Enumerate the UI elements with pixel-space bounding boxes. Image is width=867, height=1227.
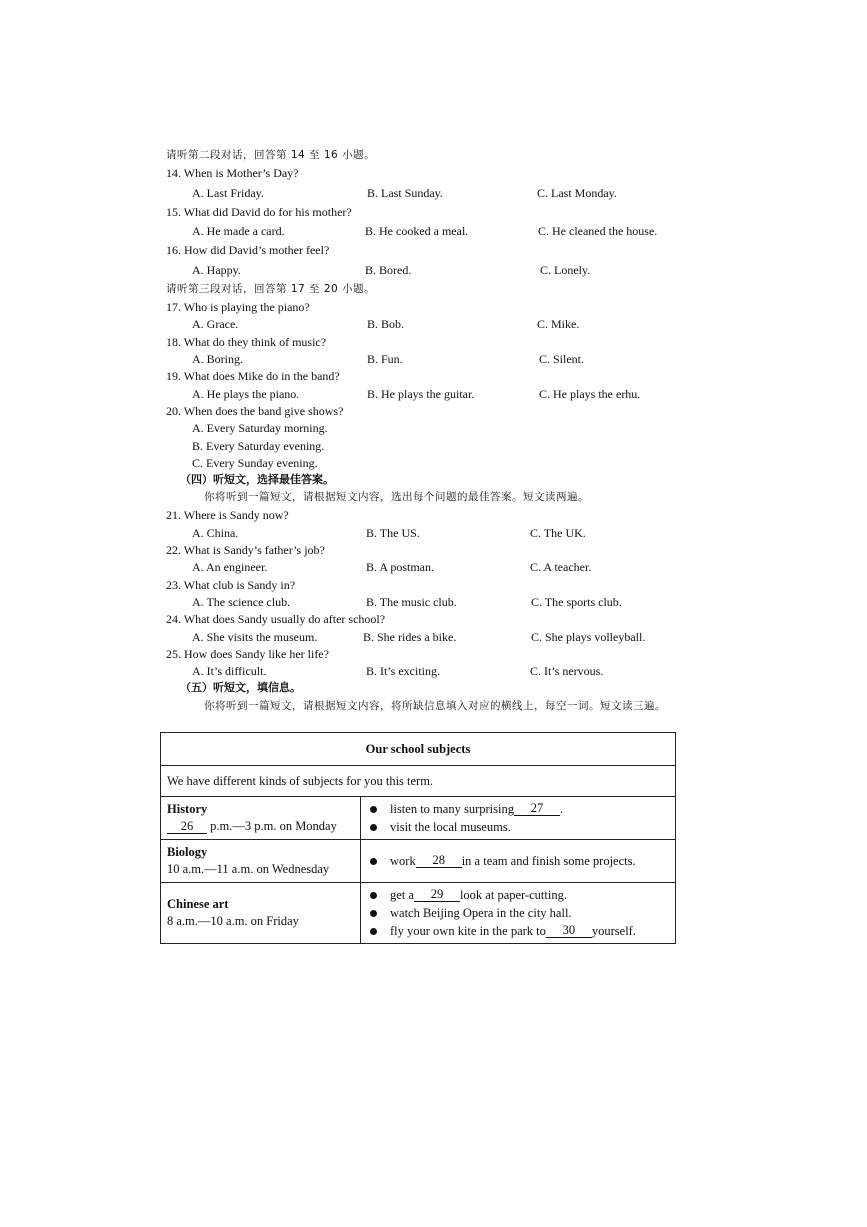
q20-option-c: C. Every Sunday evening. (192, 456, 318, 470)
subject-name-history: History (167, 802, 208, 816)
biology-cell (161, 840, 361, 883)
blank-28[interactable]: 28 (416, 854, 462, 868)
question-15: 15. What did David do for his mother? (166, 205, 352, 219)
history-bullet-2 (367, 818, 669, 836)
question-14: 14. When is Mother’s Day? (166, 166, 299, 180)
q19-option-a: A. He plays the piano. (192, 387, 300, 401)
q21-option-c: C. The UK. (530, 526, 586, 540)
history-bullet-1 (367, 800, 669, 818)
history-cell (161, 797, 361, 840)
q23-option-a: A. The science club. (192, 595, 291, 609)
q23-option-b: B. The music club. (366, 595, 457, 609)
history-b2-text: visit the local museums. (390, 820, 511, 834)
blank-30[interactable]: 30 (546, 924, 592, 938)
part3-instruction: 请听第三段对话，回答第 17 至 20 小题。 (166, 283, 376, 295)
biology-b1-text: work (390, 854, 416, 868)
q22-option-a: A. An engineer. (192, 560, 268, 574)
table-row-history (161, 797, 676, 840)
table-row-chinese-art (161, 883, 676, 944)
biology-time: 10 a.m.—11 a.m. on Wednesday (167, 862, 330, 876)
question-20: 20. When does the band give shows? (166, 404, 344, 418)
bullet-icon (370, 928, 377, 935)
table-row-biology (161, 840, 676, 883)
bullet-icon (370, 892, 377, 899)
history-b1-text: listen to many surprising (390, 802, 514, 816)
blank-26[interactable]: 26 (167, 820, 207, 834)
subject-name-biology: Biology (167, 845, 208, 859)
q15-option-b: B. He cooked a meal. (365, 224, 469, 238)
question-24: 24. What does Sandy usually do after school? (166, 612, 386, 626)
q18-option-c: C. Silent. (539, 352, 585, 366)
q22-option-c: C. A teacher. (530, 560, 592, 574)
question-25: 25. How does Sandy like her life? (166, 647, 329, 661)
chinese-art-bullet-3 (367, 922, 669, 940)
history-time (167, 819, 354, 834)
bullet-icon (370, 910, 377, 917)
q16-option-a: A. Happy. (192, 263, 241, 277)
subject-name-chinese-art: Chinese art (167, 897, 229, 911)
bullet-icon (370, 858, 377, 865)
chinese-art-b3-end: yourself. (591, 924, 636, 938)
chinese-art-time: 8 a.m.—10 a.m. on Friday (167, 914, 299, 928)
biology-bullet-1 (367, 852, 669, 870)
chinese-art-b1-end: look at paper-cutting. (459, 888, 567, 902)
q21-option-b: B. The US. (366, 526, 420, 540)
q20-option-a: A. Every Saturday morning. (192, 421, 328, 435)
question-19: 19. What does Mike do in the band? (166, 369, 340, 383)
history-b1-end: . (559, 802, 564, 816)
blank-27[interactable]: 27 (514, 802, 560, 816)
q24-option-a: A. She visits the museum. (192, 630, 318, 644)
question-23: 23. What club is Sandy in? (166, 578, 296, 592)
q17-option-c: C. Mike. (537, 317, 580, 331)
q21-option-a: A. China. (192, 526, 239, 540)
q19-option-c: C. He plays the erhu. (539, 387, 641, 401)
chinese-art-activities (361, 883, 676, 944)
q25-option-a: A. It’s difficult. (192, 664, 267, 678)
subjects-table (160, 732, 676, 944)
part2-instruction: 请听第二段对话，回答第 14 至 16 小题。 (166, 149, 376, 161)
q22-option-b: B. A postman. (366, 560, 435, 574)
q19-option-b: B. He plays the guitar. (367, 387, 475, 401)
chinese-art-cell (161, 883, 361, 944)
q16-option-c: C. Lonely. (540, 263, 591, 277)
biology-b1-end: in a team and finish some projects. (461, 854, 636, 868)
q25-option-b: B. It’s exciting. (366, 664, 440, 678)
q18-option-a: A. Boring. (192, 352, 243, 366)
history-activities (361, 797, 676, 840)
table-intro: We have different kinds of subjects for you this term. (161, 766, 676, 797)
chinese-art-b2-text: watch Beijing Opera in the city hall. (390, 906, 572, 920)
chinese-art-bullet-1 (367, 886, 669, 904)
question-21: 21. Where is Sandy now? (166, 508, 289, 522)
chinese-art-bullet-2 (367, 904, 669, 922)
section-5-heading: （五）听短文，填信息。 (180, 681, 301, 694)
q15-option-c: C. He cleaned the house. (538, 224, 658, 238)
q18-option-b: B. Fun. (367, 352, 403, 366)
q20-option-b: B. Every Saturday evening. (192, 439, 325, 453)
q14-option-b: B. Last Sunday. (367, 186, 443, 200)
blank-29[interactable]: 29 (414, 888, 460, 902)
history-time-rest: p.m.—3 p.m. on Monday (210, 819, 337, 833)
q24-option-b: B. She rides a bike. (363, 630, 457, 644)
bullet-icon (370, 806, 377, 813)
q15-option-a: A. He made a card. (192, 224, 285, 238)
question-18: 18. What do they think of music? (166, 335, 327, 349)
section-4-instruction: 你将听到一篇短文，请根据短文内容，选出每个问题的最佳答案。短文读两遍。 (204, 491, 589, 503)
section-4-heading: （四）听短文，选择最佳答案。 (180, 473, 334, 486)
section-5-instruction: 你将听到一篇短文，请根据短文内容，将所缺信息填入对应的横线上，每空一词。短文读三遍。 (204, 700, 666, 712)
table-title: Our school subjects (161, 733, 676, 766)
question-17: 17. Who is playing the piano? (166, 300, 310, 314)
bullet-icon (370, 824, 377, 831)
q24-option-c: C. She plays volleyball. (531, 630, 646, 644)
q16-option-b: B. Bored. (365, 263, 412, 277)
q25-option-c: C. It’s nervous. (530, 664, 604, 678)
q17-option-a: A. Grace. (192, 317, 239, 331)
chinese-art-b3-text: fly your own kite in the park to (390, 924, 546, 938)
question-16: 16. How did David’s mother feel? (166, 243, 330, 257)
q23-option-c: C. The sports club. (531, 595, 622, 609)
question-22: 22. What is Sandy’s father’s job? (166, 543, 325, 557)
q14-option-c: C. Last Monday. (537, 186, 617, 200)
q17-option-b: B. Bob. (367, 317, 405, 331)
chinese-art-b1-text: get a (390, 888, 414, 902)
biology-activities (361, 840, 676, 883)
q14-option-a: A. Last Friday. (192, 186, 264, 200)
